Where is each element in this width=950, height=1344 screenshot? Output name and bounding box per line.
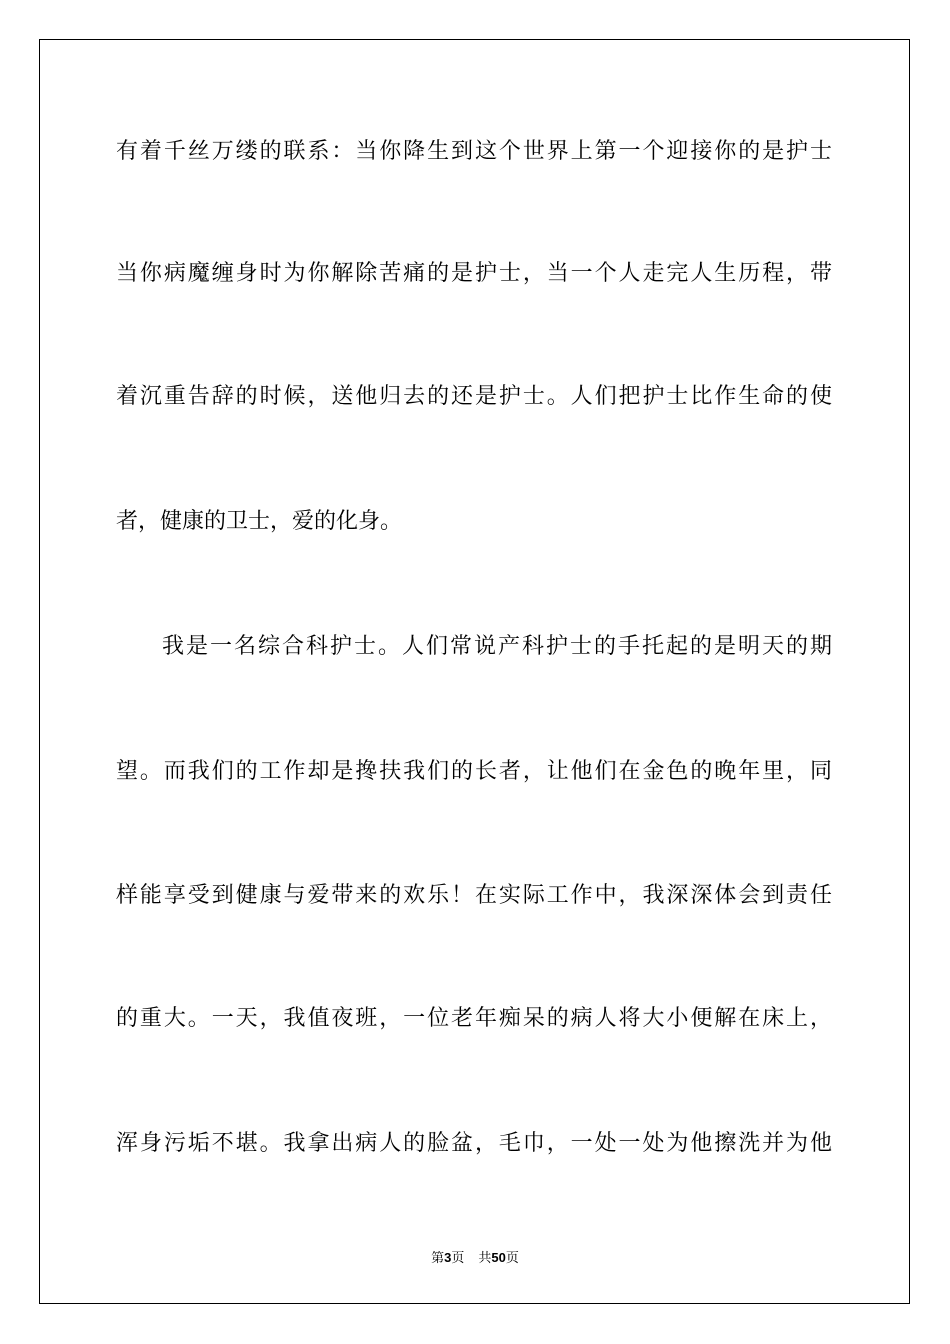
total-suffix: 页 [505,1251,519,1266]
text-line: 当你病魔缠身时为你解除苦痛的是护士，当一个人走完人生历程，带 [116,261,832,286]
paragraph-first-line: 我是一名综合科护士。人们常说产科护士的手托起的是明天的期 [162,634,832,659]
page-suffix: 页 [451,1251,465,1266]
page-prefix: 第 [431,1251,445,1266]
text-line: 望。而我们的工作却是搀扶我们的长者，让他们在金色的晚年里，同 [116,759,832,784]
page-footer [0,1247,950,1266]
text-line: 者，健康的卫士，爱的化身。 [116,509,403,534]
total-pages: 50 [491,1250,506,1265]
text-line: 浑身污垢不堪。我拿出病人的脸盆，毛巾，一处一处为他擦洗并为他 [116,1131,832,1156]
text-line: 的重大。一天，我值夜班，一位老年痴呆的病人将大小便解在床上， [116,1006,832,1031]
text-line: 着沉重告辞的时候，送他归去的还是护士。人们把护士比作生命的使 [116,384,832,409]
total-prefix: 共 [478,1251,492,1266]
page-number: 3 [444,1250,452,1265]
text-line: 样能享受到健康与爱带来的欢乐！在实际工作中，我深深体会到责任 [116,883,832,908]
text-line: 有着千丝万缕的联系：当你降生到这个世界上第一个迎接你的是护士 [116,139,832,164]
page-border [39,39,910,1304]
